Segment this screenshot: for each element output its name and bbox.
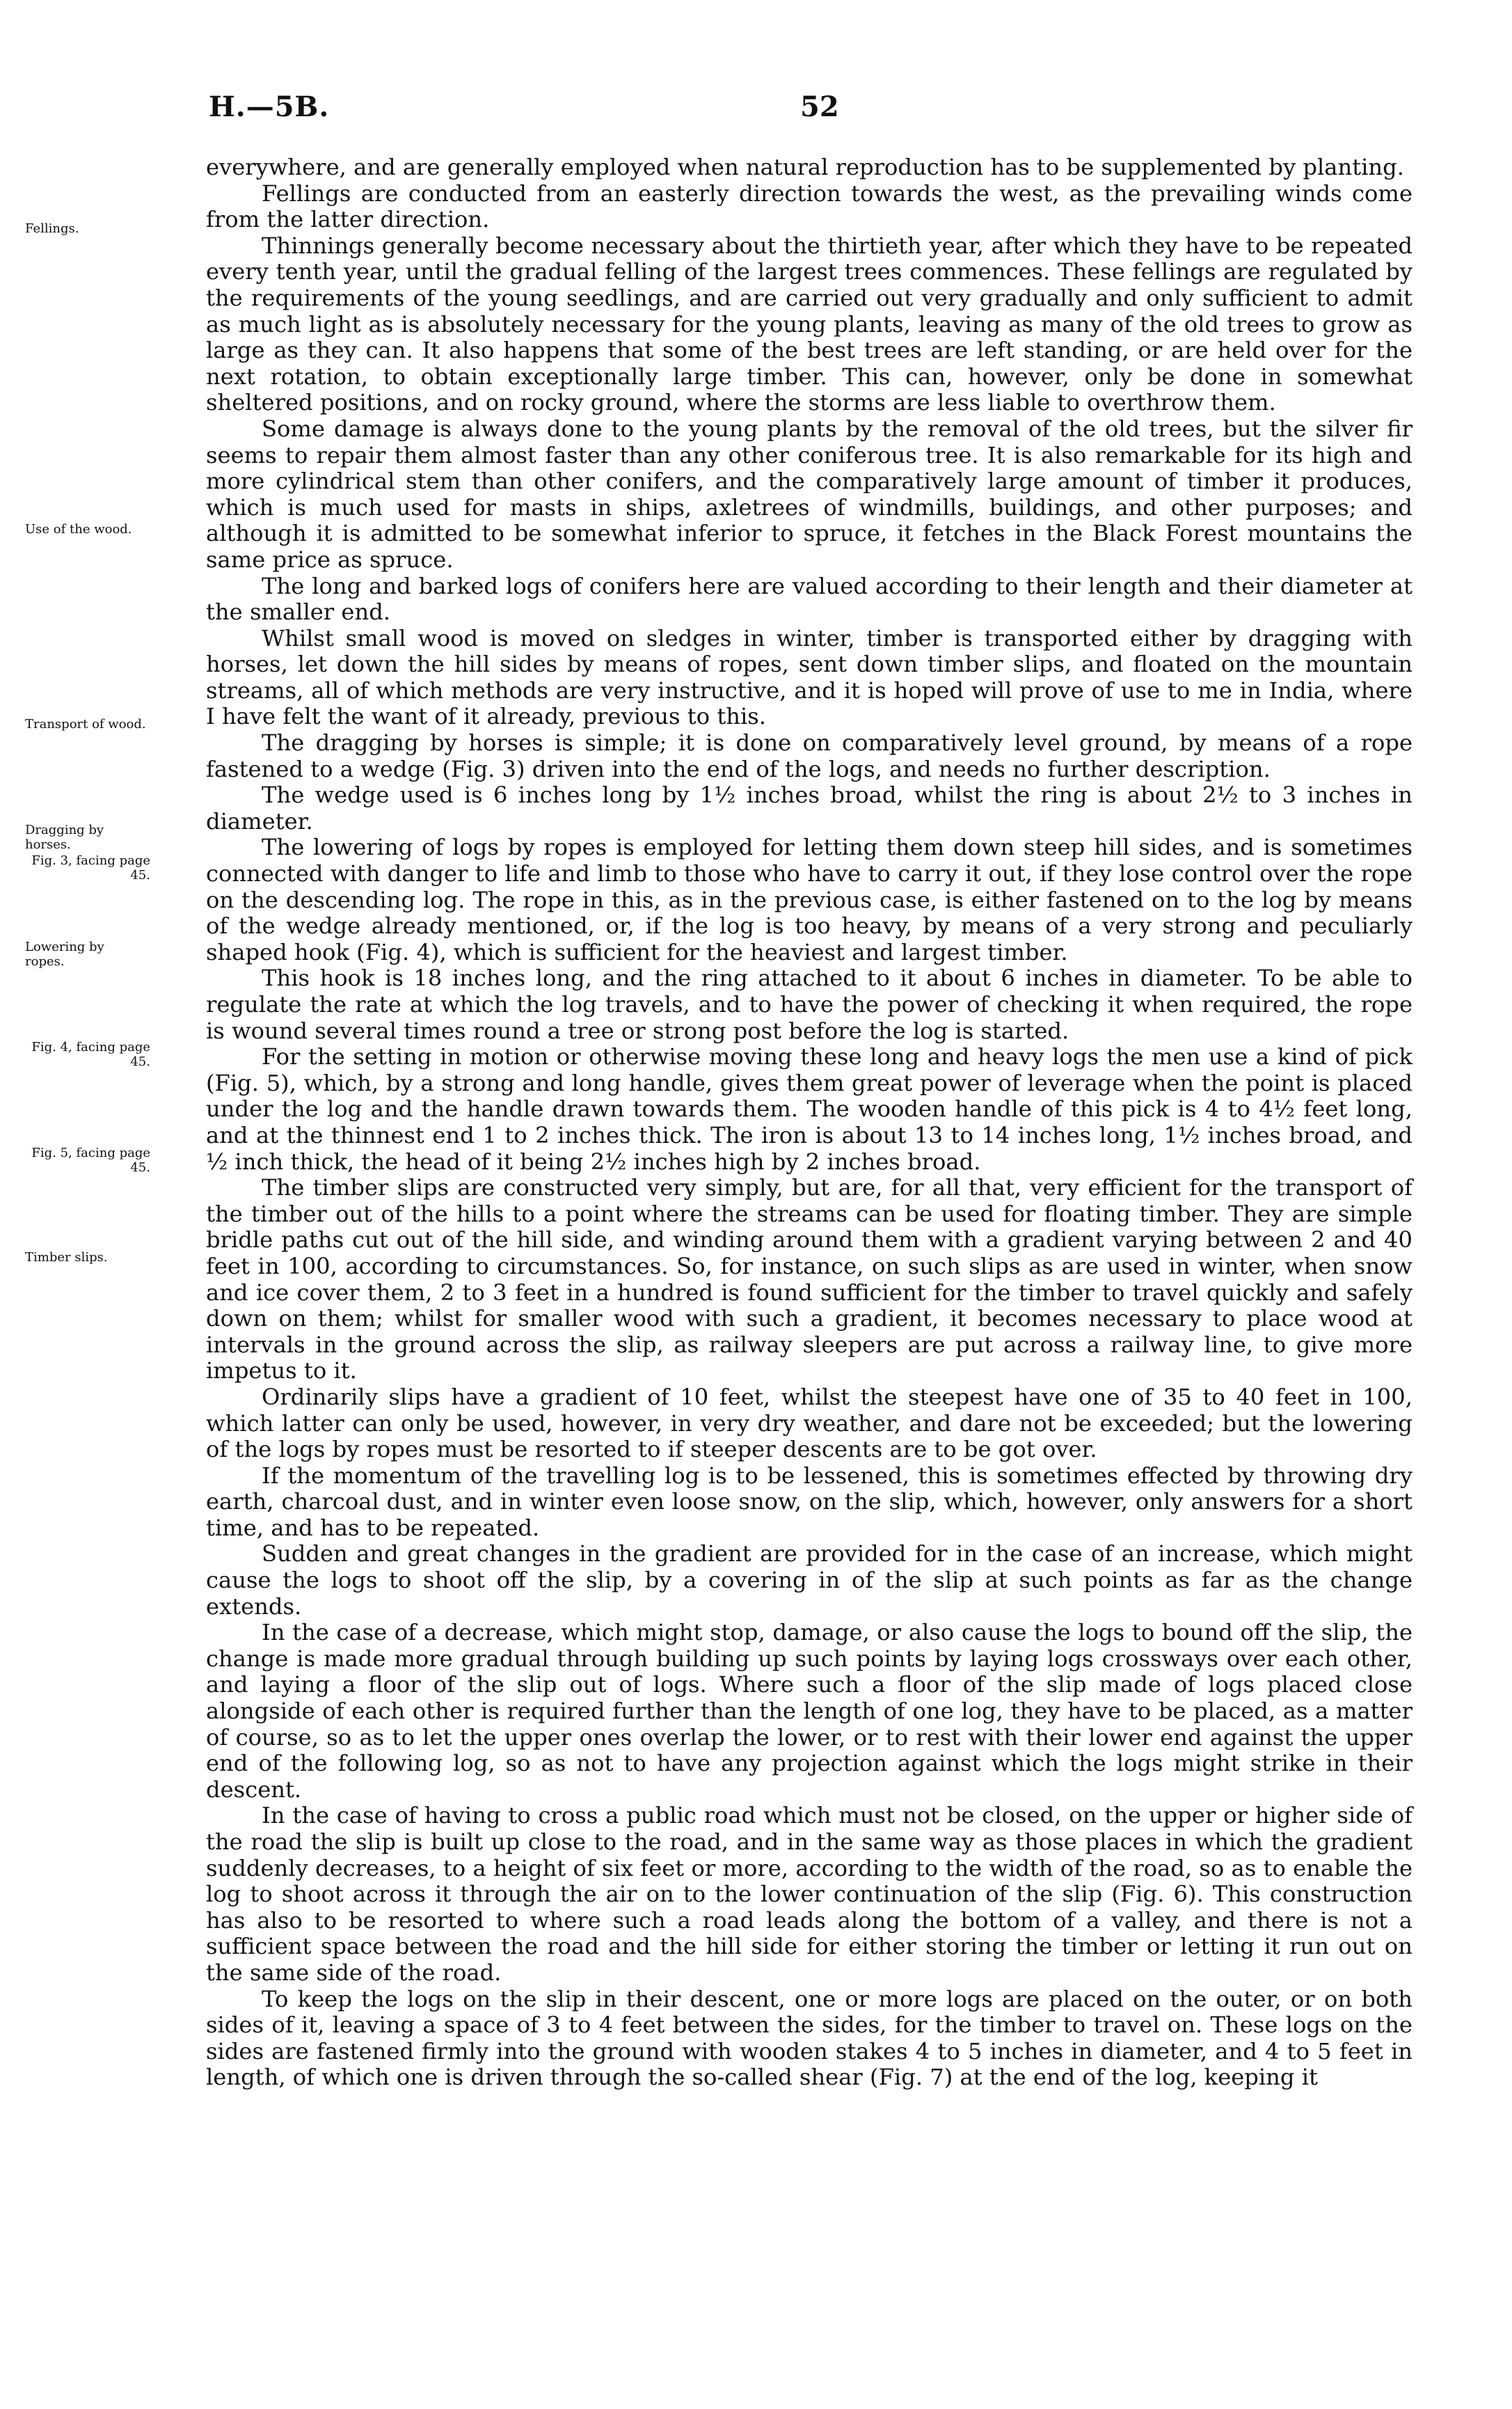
- body-text: [206, 155, 1412, 2091]
- paragraph: Fellings are conducted from an easterly direction towards the west, as the prevailing winds come from the latter direction.: [206, 180, 1412, 233]
- paragraph: In the case of having to cross a public road which must not be closed, on the upper or higher side of the road the slip is built up close to the road, and in the same way as those places in which the gradient suddenly decreases, to a height of six feet or more, according to the width of the road, so as to enable the log to shoot across it through the air on to the lower continuation of the slip (Fig. 6). This construction has also to be resorted to where such a road leads along the bottom of a valley, and there is not a sufficient space between the road and the hill side for either storing the timber or letting it run out on the same side of the road.: [206, 1802, 1412, 1986]
- margin-note-timber-slips: Timber slips.: [25, 1250, 108, 1265]
- paragraph: The lowering of logs by ropes is employed for letting them down steep hill sides, and is sometimes connected with danger to life and limb to those who have to carry it out, if they lose control over the rope on the descending log. The rope in this, as in the previous case, is either fastened on to the log by means of the wedge already mentioned, or, if the log is too heavy, by means of a very strong and peculiarly shaped hook (Fig. 4), which is sufficient for the heaviest and largest timber.: [206, 834, 1412, 965]
- paragraph: To keep the logs on the slip in their descent, one or more logs are placed on the outer, or on both sides of it, leaving a space of 3 to 4 feet between the sides, for the timber to travel on. These logs on the sides are fastened firmly into the ground with wooden stakes 4 to 5 inches in diameter, and 4 to 5 feet in length, of which one is driven through the so-called shear (Fig. 7) at the end of the log, keeping it: [206, 1985, 1412, 2091]
- margin-note-transport: Transport of wood.: [25, 717, 146, 732]
- paragraph: everywhere, and are generally employed when natural reproduction has to be supplemented by planting.: [206, 154, 1404, 180]
- document-id: H.—5B.: [209, 90, 330, 123]
- paragraph: Ordinarily slips have a gradient of 10 feet, whilst the steepest have one of 35 to 40 feet in 100, which latter can only be used, however, in very dry weather, and dare not be exceeded; but the lowering of the logs by ropes must be resorted to if steeper descents are to be got over.: [206, 1383, 1412, 1463]
- margin-note-lowering: Lowering by ropes.: [25, 940, 104, 969]
- margin-note-fig5: Fig. 5, facing page 45.: [31, 1146, 150, 1175]
- paragraph: Sudden and great changes in the gradient are provided for in the case of an increase, which might cause the logs to shoot off the slip, by a covering in of the slip at such points as far as the change extends.: [206, 1540, 1412, 1620]
- margin-note-fig4: Fig. 4, facing page 45.: [31, 1040, 150, 1069]
- paragraph: The wedge used is 6 inches long by 1½ inches broad, whilst the ring is about 2½ to 3 inches in diameter.: [206, 782, 1412, 835]
- paragraph: Whilst small wood is moved on sledges in winter, timber is transported either by dragging with horses, let down the hill sides by means of ropes, sent down timber slips, and floated on the mountain streams, all of which methods are very instructive, and it is hoped will prove of use to me in India, where I have felt the want of it already, previous to this.: [206, 624, 1412, 730]
- paragraph: Some damage is always done to the young plants by the removal of the old trees, but the silver fir seems to repair them almost faster than any other coniferous tree. It is also remarkable for its high and more cylindrical stem than other conifers, and the comparatively large amount of timber it produces, which is much used for masts in ships, axletrees of windmills, buildings, and other purposes; and although it is admitted to be somewhat inferior to spruce, it fetches in the Black Forest mountains the same price as spruce.: [206, 415, 1412, 573]
- paragraph: The long and barked logs of conifers here are valued according to their length and their diameter at the smaller end.: [206, 572, 1412, 626]
- paragraph: If the momentum of the travelling log is to be lessened, this is sometimes effected by throwing dry earth, charcoal dust, and in winter even loose snow, on the slip, which, however, only answers for a short time, and has to be repeated.: [206, 1462, 1412, 1541]
- paragraph: In the case of a decrease, which might stop, damage, or also cause the logs to bound off the slip, the change is made more gradual through building up such points by laying logs crossways over each other, and laying a floor of the slip out of logs. Where such a floor of the slip made of logs placed close alongside of each other is required further than the length of one log, they have to be placed, as a matter of course, so as to let the upper ones overlap the lower, or to rest with their lower end against the upper end of the following log, so as not to have any projection against which the logs might strike in their descent.: [206, 1619, 1412, 1803]
- margin-note-use-of-wood: Use of the wood.: [25, 522, 132, 537]
- paragraph: Thinnings generally become necessary about the thirtieth year, after which they have to be repeated every tenth year, until the gradual felling of the largest trees commences. These fellings are regulated by the requirements of the young seedlings, and are carried out very gradually and only sufficient to admit as much light as is absolutely necessary for the young plants, leaving as many of the old trees to grow as large as they can. It also happens that some of the best trees are left standing, or are held over for the next rotation, to obtain exceptionally large timber. This can, however, only be done in somewhat sheltered positions, and on rocky ground, where the storms are less liable to overthrow them.: [206, 232, 1412, 416]
- page-number: 52: [800, 90, 839, 123]
- paragraph: The dragging by horses is simple; it is done on comparatively level ground, by means of a rope fastened to a wedge (Fig. 3) driven into the end of the logs, and needs no further description.: [206, 729, 1412, 782]
- paragraph: For the setting in motion or otherwise moving these long and heavy logs the men use a kind of pick (Fig. 5), which, by a strong and long handle, gives them great power of leverage when the point is placed under the log and the handle drawn towards them. The wooden handle of this pick is 4 to 4½ feet long, and at the thinnest end 1 to 2 inches thick. The iron is about 13 to 14 inches long, 1½ inches broad, and ½ inch thick, the head of it being 2½ inches high by 2 inches broad.: [206, 1043, 1412, 1175]
- paragraph: This hook is 18 inches long, and the ring attached to it about 6 inches in diameter. To be able to regulate the rate at which the log travels, and to have the power of checking it when required, the rope is wound several times round a tree or strong post before the log is started.: [206, 965, 1412, 1044]
- margin-note-dragging: Dragging by horses.: [25, 823, 104, 852]
- margin-note-fig3: Fig. 3, facing page 45.: [31, 853, 150, 883]
- margin-note-fellings: Fellings.: [25, 221, 79, 236]
- paragraph: The timber slips are constructed very simply, but are, for all that, very efficient for the transport of the timber out of the hills to a point where the streams can be used for floating timber. They are simple bridle paths cut out of the hill side, and winding around them with a gradient varying between 2 and 40 feet in 100, according to circumstances. So, for instance, on such slips as are used in winter, when snow and ice cover them, 2 to 3 feet in a hundred is found sufficient for the timber to travel quickly and safely down on them; whilst for smaller wood with such a gradient, it becomes necessary to place wood at intervals in the ground across the slip, as railway sleepers are put across a railway line, to give more impetus to it.: [206, 1174, 1412, 1384]
